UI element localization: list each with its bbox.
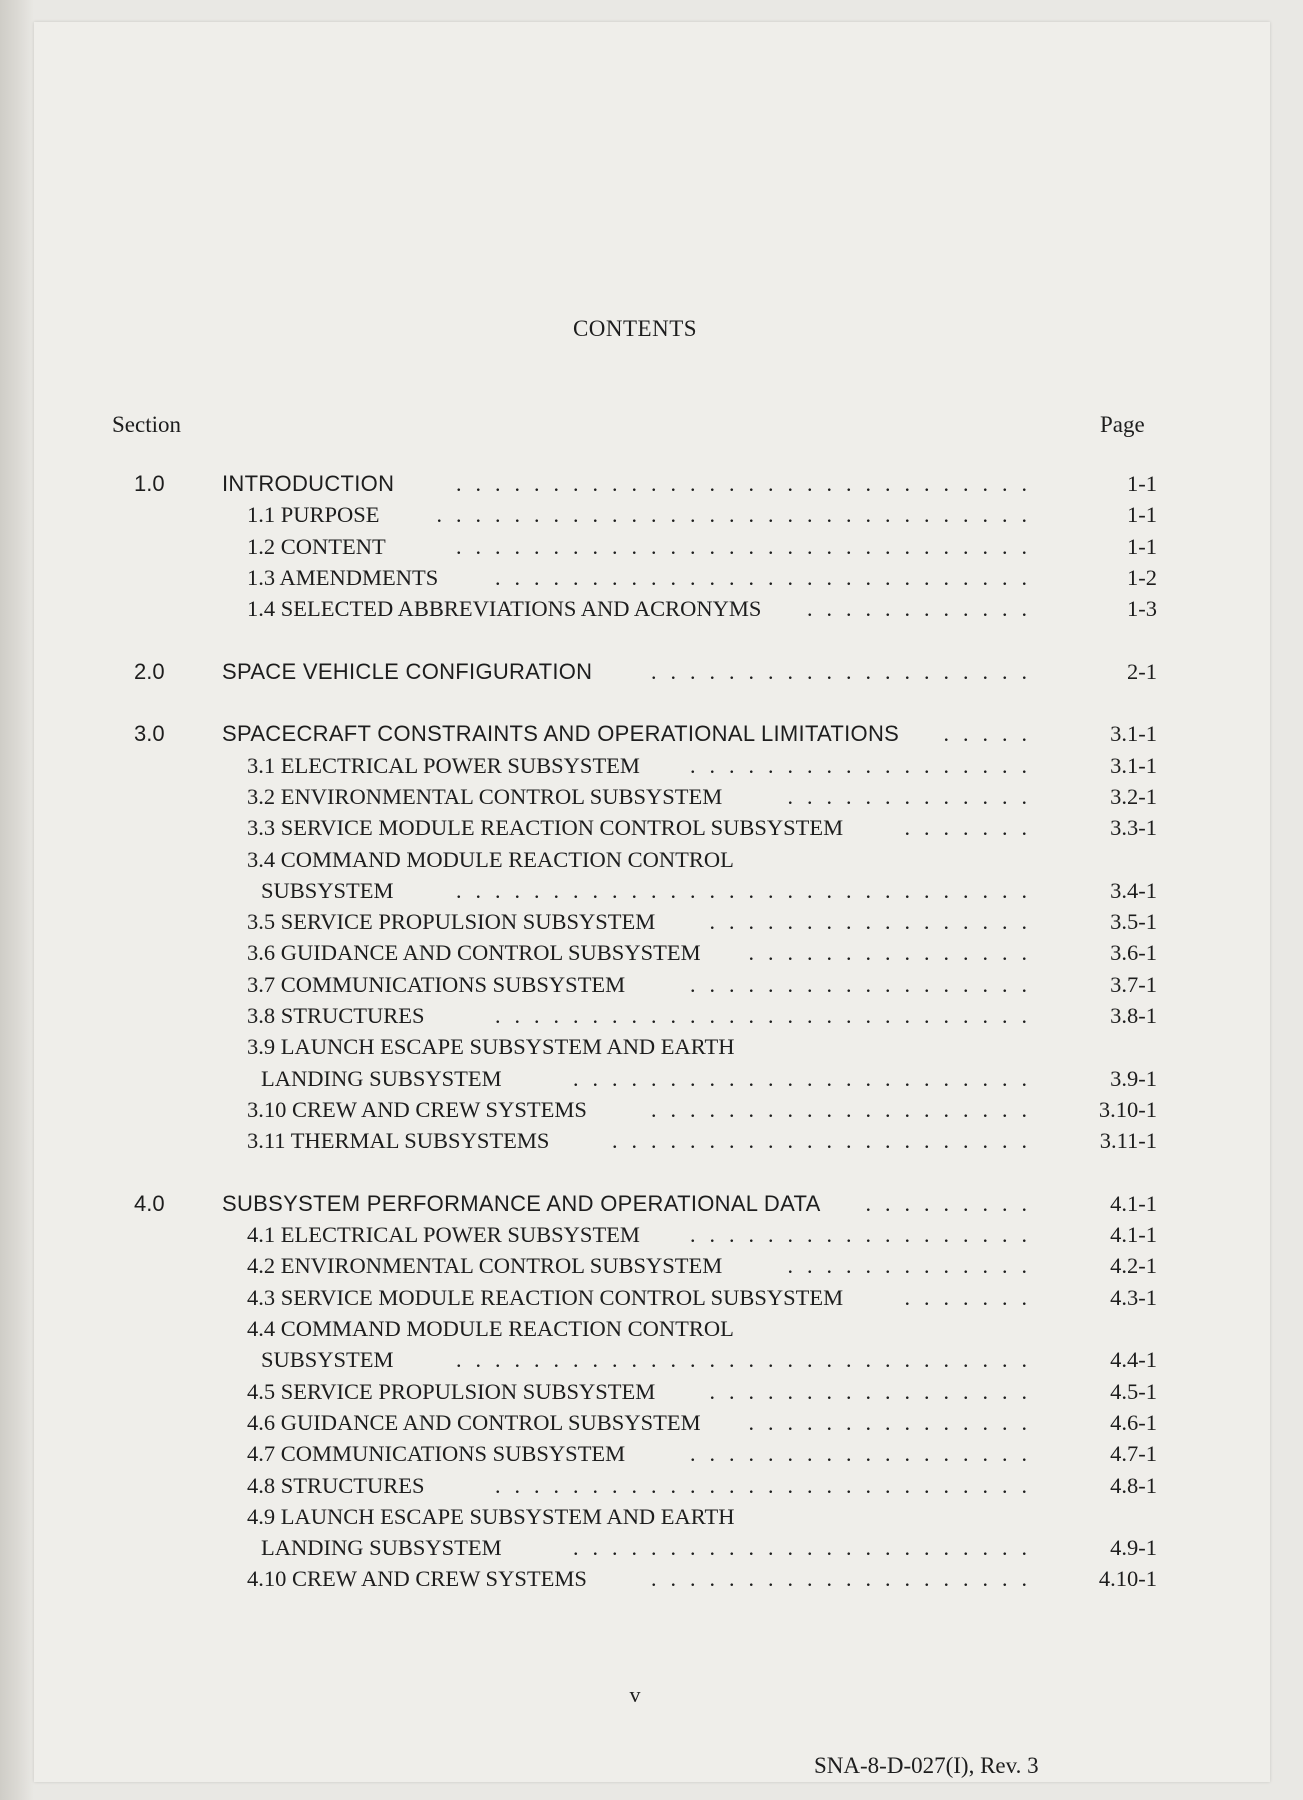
leader-dots: ....... (904, 815, 1041, 841)
leader-dots: .................. (690, 1441, 1041, 1467)
entry-title: 4.8 STRUCTURES (247, 1472, 425, 1498)
entry-title: 3.1 ELECTRICAL POWER SUBSYSTEM (247, 752, 640, 778)
leader-dots: .............................. (456, 1347, 1041, 1373)
toc-entry-row[interactable] (0, 499, 1303, 530)
entry-page-number: 4.6-1 (1110, 1409, 1157, 1435)
entry-title: 3.9 LAUNCH ESCAPE SUBSYSTEM AND EARTH (247, 1034, 735, 1060)
leader-dots: ............. (787, 783, 1041, 809)
entry-title: SUBSYSTEM (261, 1347, 394, 1373)
toc-entry-row[interactable] (0, 1282, 1303, 1313)
document-id: SNA-8-D-027(I), Rev. 3 (814, 1753, 1039, 1778)
toc-entry-row[interactable] (0, 531, 1303, 562)
leader-dots: ............ (807, 596, 1041, 622)
entry-page-number: 2-1 (1127, 658, 1157, 684)
toc-section-row[interactable] (0, 718, 1303, 749)
toc-entry-row[interactable] (0, 969, 1303, 1000)
entry-title: 3.2 ENVIRONMENTAL CONTROL SUBSYSTEM (247, 783, 723, 809)
toc-entry-row[interactable] (0, 1470, 1303, 1501)
toc-section-row[interactable] (0, 468, 1303, 499)
toc-entry-row[interactable] (0, 844, 1303, 875)
entry-title: SPACE VEHICLE CONFIGURATION (222, 658, 593, 684)
page-column-header: Page (1100, 412, 1145, 437)
toc-entry-row[interactable] (0, 1563, 1303, 1594)
entry-title: 4.5 SERVICE PROPULSION SUBSYSTEM (247, 1378, 656, 1404)
leader-dots: .............................. (456, 877, 1041, 903)
leader-dots: .................. (690, 1222, 1041, 1248)
section-spacer (0, 624, 1303, 655)
entry-title: 4.4 COMMAND MODULE REACTION CONTROL (247, 1316, 734, 1342)
leader-dots: .................. (690, 752, 1041, 778)
entry-title: 4.3 SERVICE MODULE REACTION CONTROL SUBSYSTEM (247, 1284, 844, 1310)
leader-dots: .................. (690, 971, 1041, 997)
entry-page-number: 4.5-1 (1110, 1378, 1157, 1404)
entry-title: 3.3 SERVICE MODULE REACTION CONTROL SUBSYSTEM (247, 815, 844, 841)
entry-page-number: 4.7-1 (1110, 1441, 1157, 1467)
entry-page-number: 3.3-1 (1110, 815, 1157, 841)
leader-dots: ............... (748, 1409, 1041, 1435)
entry-title: 4.7 COMMUNICATIONS SUBSYSTEM (247, 1441, 626, 1467)
table-of-contents (0, 468, 1303, 1595)
entry-title: 1.1 PURPOSE (247, 502, 380, 528)
entry-page-number: 1-1 (1127, 533, 1157, 559)
leader-dots: ............................... (436, 502, 1041, 528)
leader-dots: .................... (651, 658, 1041, 684)
entry-page-number: 3.11-1 (1099, 1128, 1157, 1154)
entry-title: 3.8 STRUCTURES (247, 1003, 425, 1029)
leader-dots: ............................ (495, 1472, 1041, 1498)
leader-dots: ................. (709, 1378, 1041, 1404)
entry-page-number: 3.7-1 (1110, 971, 1157, 997)
toc-entry-row[interactable] (0, 1031, 1303, 1062)
entry-title: 4.9 LAUNCH ESCAPE SUBSYSTEM AND EARTH (247, 1503, 735, 1529)
entry-page-number: 3.5-1 (1110, 909, 1157, 935)
toc-entry-row[interactable] (0, 1125, 1303, 1156)
entry-title: 4.2 ENVIRONMENTAL CONTROL SUBSYSTEM (247, 1253, 723, 1279)
entry-title: 3.5 SERVICE PROPULSION SUBSYSTEM (247, 909, 656, 935)
entry-title: 3.7 COMMUNICATIONS SUBSYSTEM (247, 971, 626, 997)
toc-entry-row[interactable] (0, 1532, 1303, 1563)
entry-page-number: 4.9-1 (1110, 1535, 1157, 1561)
leader-dots: ........................ (573, 1065, 1041, 1091)
entry-title: LANDING SUBSYSTEM (261, 1065, 502, 1091)
toc-entry-row[interactable] (0, 1313, 1303, 1344)
entry-page-number: 3.8-1 (1110, 1003, 1157, 1029)
toc-entry-row[interactable] (0, 1501, 1303, 1532)
section-column-header: Section (112, 412, 181, 437)
entry-title: LANDING SUBSYSTEM (261, 1535, 502, 1561)
entry-page-number: 4.3-1 (1110, 1284, 1157, 1310)
toc-section-row[interactable] (0, 1188, 1303, 1219)
entry-page-number: 3.1-1 (1110, 721, 1157, 747)
entry-page-number: 4.1-1 (1110, 1222, 1157, 1248)
leader-dots: .............................. (456, 533, 1041, 559)
toc-entry-row[interactable] (0, 1376, 1303, 1407)
toc-entry-row[interactable] (0, 937, 1303, 968)
leader-dots: ............................ (495, 564, 1041, 590)
leader-dots: .................... (651, 1096, 1041, 1122)
leader-dots: ............. (787, 1253, 1041, 1279)
entry-page-number: 1-1 (1127, 471, 1157, 496)
toc-entry-row[interactable] (0, 1219, 1303, 1250)
toc-entry-row[interactable] (0, 750, 1303, 781)
entry-title: 1.4 SELECTED ABBREVIATIONS AND ACRONYMS (247, 596, 762, 622)
entry-title: 3.4 COMMAND MODULE REACTION CONTROL (247, 846, 734, 872)
entry-page-number: 1-3 (1127, 596, 1157, 622)
entry-page-number: 1-2 (1127, 564, 1157, 590)
section-number: 3.0 (134, 721, 165, 747)
leader-dots: ............................ (495, 1003, 1041, 1029)
entry-page-number: 4.10-1 (1098, 1566, 1157, 1592)
entry-page-number: 3.1-1 (1110, 752, 1157, 778)
toc-entry-row[interactable] (0, 1438, 1303, 1469)
entry-page-number: 4.4-1 (1110, 1347, 1157, 1373)
leader-dots: ..... (943, 721, 1041, 747)
entry-page-number: 4.1-1 (1110, 1190, 1157, 1216)
entry-title: SUBSYSTEM PERFORMANCE AND OPERATIONAL DATA (222, 1190, 821, 1216)
leader-dots: ...................... (612, 1128, 1041, 1154)
section-number: 2.0 (134, 658, 165, 684)
leader-dots: ....... (904, 1284, 1041, 1310)
entry-title: 4.6 GUIDANCE AND CONTROL SUBSYSTEM (247, 1409, 701, 1435)
toc-entry-row[interactable] (0, 781, 1303, 812)
toc-entry-row[interactable] (0, 1407, 1303, 1438)
entry-title: 4.10 CREW AND CREW SYSTEMS (247, 1566, 587, 1592)
entry-title: 1.2 CONTENT (247, 533, 386, 559)
toc-entry-row[interactable] (0, 875, 1303, 906)
toc-entry-row[interactable] (0, 812, 1303, 843)
leader-dots: .................... (651, 1566, 1041, 1592)
entry-title: 3.10 CREW AND CREW SYSTEMS (247, 1096, 587, 1122)
entry-page-number: 3.6-1 (1110, 940, 1157, 966)
entry-title: 1.3 AMENDMENTS (247, 564, 439, 590)
toc-entry-row[interactable] (0, 562, 1303, 593)
leader-dots: ......... (865, 1190, 1041, 1216)
entry-page-number: 4.2-1 (1110, 1253, 1157, 1279)
toc-entry-row[interactable] (0, 906, 1303, 937)
section-spacer (0, 1157, 1303, 1188)
entry-page-number: 3.4-1 (1110, 877, 1157, 903)
leader-dots: ........................ (573, 1535, 1041, 1561)
toc-entry-row[interactable] (0, 593, 1303, 624)
toc-entry-row[interactable] (0, 1094, 1303, 1125)
page-title: CONTENTS (572, 316, 698, 341)
toc-section-row[interactable] (0, 656, 1303, 687)
leader-dots: ................. (709, 909, 1041, 935)
section-number: 4.0 (134, 1190, 165, 1216)
entry-title: 4.1 ELECTRICAL POWER SUBSYSTEM (247, 1222, 640, 1248)
entry-page-number: 3.9-1 (1110, 1065, 1157, 1091)
entry-page-number: 4.8-1 (1110, 1472, 1157, 1498)
section-number: 1.0 (134, 471, 165, 496)
entry-title: 3.11 THERMAL SUBSYSTEMS (247, 1128, 550, 1154)
section-spacer (0, 687, 1303, 718)
entry-page-number: 3.10-1 (1098, 1096, 1157, 1122)
toc-entry-row[interactable] (0, 1344, 1303, 1375)
entry-title: SUBSYSTEM (261, 877, 394, 903)
toc-entry-row[interactable] (0, 1063, 1303, 1094)
entry-title: SPACECRAFT CONSTRAINTS AND OPERATIONAL LIMITATIONS (222, 721, 900, 747)
entry-page-number: 3.2-1 (1110, 783, 1157, 809)
toc-entry-row[interactable] (0, 1250, 1303, 1281)
leader-dots: .............................. (456, 471, 1041, 496)
entry-page-number: 1-1 (1127, 502, 1157, 528)
leader-dots: ............... (748, 940, 1041, 966)
toc-entry-row[interactable] (0, 1000, 1303, 1031)
entry-title: 3.6 GUIDANCE AND CONTROL SUBSYSTEM (247, 940, 701, 966)
page-folio: v (629, 1682, 641, 1707)
entry-title: INTRODUCTION (222, 471, 395, 496)
